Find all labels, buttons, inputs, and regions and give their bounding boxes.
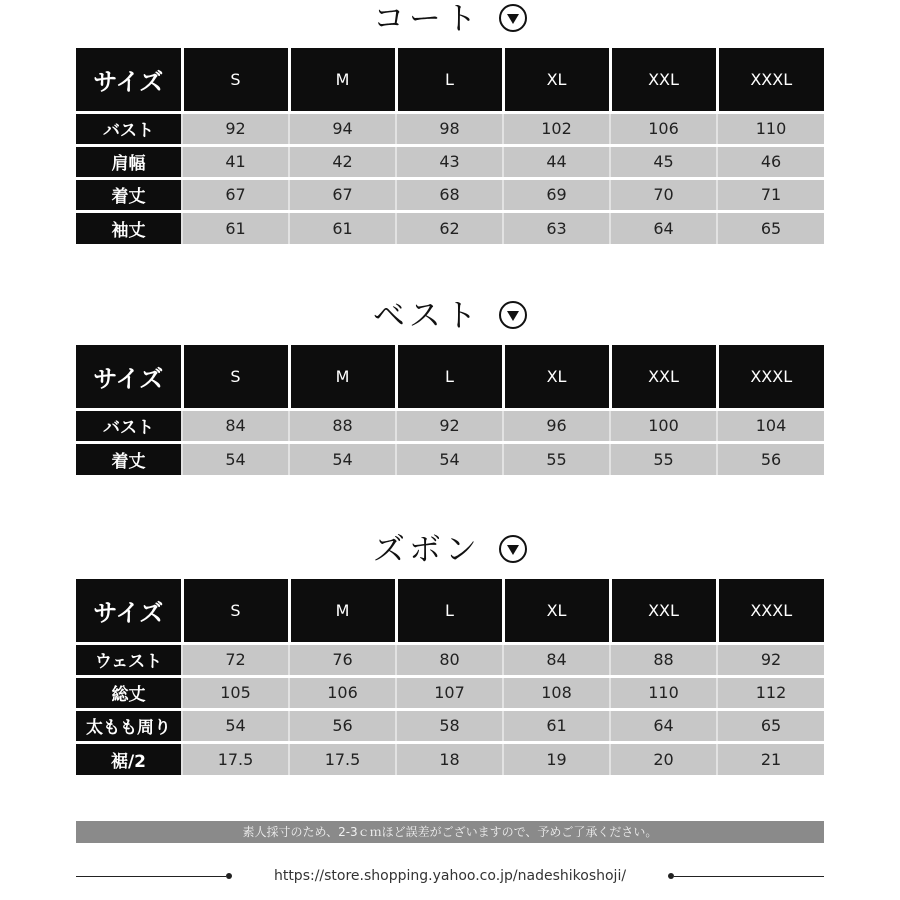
measurement-value: 104 — [717, 409, 824, 442]
size-row — [76, 145, 824, 178]
measurement-value: 102 — [503, 112, 610, 145]
measurement-value: 20 — [610, 742, 717, 775]
size-column-header: M — [289, 579, 396, 643]
measurement-value: 63 — [503, 211, 610, 244]
size-column-header: XXL — [610, 579, 717, 643]
measurement-value: 65 — [717, 211, 824, 244]
size-column-header: XXL — [610, 345, 717, 409]
measurement-value: 84 — [182, 409, 289, 442]
coat-size-table — [76, 48, 824, 244]
measurement-value: 105 — [182, 676, 289, 709]
measurement-value: 61 — [503, 709, 610, 742]
measurement-value: 106 — [610, 112, 717, 145]
measurement-value: 55 — [610, 442, 717, 475]
measurement-value: 61 — [182, 211, 289, 244]
measurement-value: 54 — [289, 442, 396, 475]
size-column-header: XXXL — [717, 345, 824, 409]
pants-size-table — [76, 579, 824, 775]
measurement-value: 80 — [396, 643, 503, 676]
measurement-value: 54 — [182, 709, 289, 742]
measurement-value: 67 — [182, 178, 289, 211]
size-column-header: XXL — [610, 48, 717, 112]
size-column-header: L — [396, 345, 503, 409]
vest-title: ベスト — [372, 296, 481, 334]
footer — [76, 866, 824, 886]
measurement-value: 92 — [717, 643, 824, 676]
measurement-value: 44 — [503, 145, 610, 178]
measurement-value: 43 — [396, 145, 503, 178]
measurement-value: 88 — [610, 643, 717, 676]
size-header-row — [76, 345, 824, 409]
measurement-value: 76 — [289, 643, 396, 676]
coat-section-title — [0, 0, 900, 36]
size-column-header: L — [396, 48, 503, 112]
measurement-value: 94 — [289, 112, 396, 145]
measurement-label: バスト — [76, 112, 182, 145]
measurement-value: 84 — [503, 643, 610, 676]
measurement-value: 64 — [610, 709, 717, 742]
measurement-value: 41 — [182, 145, 289, 178]
measurement-value: 96 — [503, 409, 610, 442]
measurement-label: 着丈 — [76, 178, 182, 211]
pants-title: ズボン — [372, 530, 481, 568]
size-column-header: XL — [503, 48, 610, 112]
size-row — [76, 409, 824, 442]
measurement-label: バスト — [76, 409, 182, 442]
size-column-header: XXXL — [717, 48, 824, 112]
size-column-header: XL — [503, 579, 610, 643]
size-column-header: L — [396, 579, 503, 643]
measurement-value: 21 — [717, 742, 824, 775]
coat-title: コート — [372, 0, 481, 37]
measurement-value: 92 — [396, 409, 503, 442]
measurement-value: 18 — [396, 742, 503, 775]
measurement-value: 61 — [289, 211, 396, 244]
measurement-label: 総丈 — [76, 676, 182, 709]
size-header-label: サイズ — [76, 579, 182, 643]
size-column-header: XXXL — [717, 579, 824, 643]
measurement-value: 19 — [503, 742, 610, 775]
size-column-header: S — [182, 579, 289, 643]
measurement-value: 100 — [610, 409, 717, 442]
measurement-value: 69 — [503, 178, 610, 211]
measurement-value: 54 — [182, 442, 289, 475]
measurement-value: 17.5 — [289, 742, 396, 775]
size-header-row — [76, 579, 824, 643]
pants-section-title — [0, 531, 900, 567]
measurement-label: ウェスト — [76, 643, 182, 676]
circle-down-arrow-icon — [499, 4, 527, 32]
measurement-value: 62 — [396, 211, 503, 244]
measurement-value: 68 — [396, 178, 503, 211]
measurement-note: 素人採寸のため、2-3ｃｍほど誤差がございますので、予めご了承ください。 — [76, 821, 824, 843]
measurement-value: 55 — [503, 442, 610, 475]
measurement-value: 108 — [503, 676, 610, 709]
measurement-value: 56 — [717, 442, 824, 475]
measurement-label: 太もも周り — [76, 709, 182, 742]
vest-size-table — [76, 345, 824, 475]
measurement-value: 112 — [717, 676, 824, 709]
measurement-value: 65 — [717, 709, 824, 742]
measurement-label: 裾/2 — [76, 742, 182, 775]
circle-down-arrow-icon — [499, 535, 527, 563]
measurement-label: 肩幅 — [76, 145, 182, 178]
size-column-header: S — [182, 345, 289, 409]
measurement-value: 46 — [717, 145, 824, 178]
size-row — [76, 643, 824, 676]
measurement-value: 42 — [289, 145, 396, 178]
measurement-value: 71 — [717, 178, 824, 211]
measurement-value: 72 — [182, 643, 289, 676]
measurement-value: 17.5 — [182, 742, 289, 775]
measurement-value: 106 — [289, 676, 396, 709]
size-header-row — [76, 48, 824, 112]
vest-section-title — [0, 297, 900, 333]
measurement-value: 67 — [289, 178, 396, 211]
size-row — [76, 709, 824, 742]
measurement-value: 88 — [289, 409, 396, 442]
measurement-value: 54 — [396, 442, 503, 475]
measurement-value: 58 — [396, 709, 503, 742]
measurement-value: 107 — [396, 676, 503, 709]
measurement-label: 着丈 — [76, 442, 182, 475]
size-row — [76, 178, 824, 211]
size-column-header: M — [289, 345, 396, 409]
size-header-label: サイズ — [76, 48, 182, 112]
measurement-value: 92 — [182, 112, 289, 145]
measurement-value: 98 — [396, 112, 503, 145]
measurement-value: 45 — [610, 145, 717, 178]
size-row — [76, 442, 824, 475]
measurement-value: 110 — [717, 112, 824, 145]
size-row — [76, 676, 824, 709]
size-column-header: XL — [503, 345, 610, 409]
measurement-label: 袖丈 — [76, 211, 182, 244]
size-row — [76, 112, 824, 145]
size-header-label: サイズ — [76, 345, 182, 409]
measurement-value: 70 — [610, 178, 717, 211]
size-column-header: S — [182, 48, 289, 112]
size-column-header: M — [289, 48, 396, 112]
size-row — [76, 742, 824, 775]
measurement-value: 110 — [610, 676, 717, 709]
measurement-value: 64 — [610, 211, 717, 244]
measurement-value: 56 — [289, 709, 396, 742]
store-url: https://store.shopping.yahoo.co.jp/nadeshikoshoji/ — [273, 868, 627, 884]
size-row — [76, 211, 824, 244]
circle-down-arrow-icon — [499, 301, 527, 329]
